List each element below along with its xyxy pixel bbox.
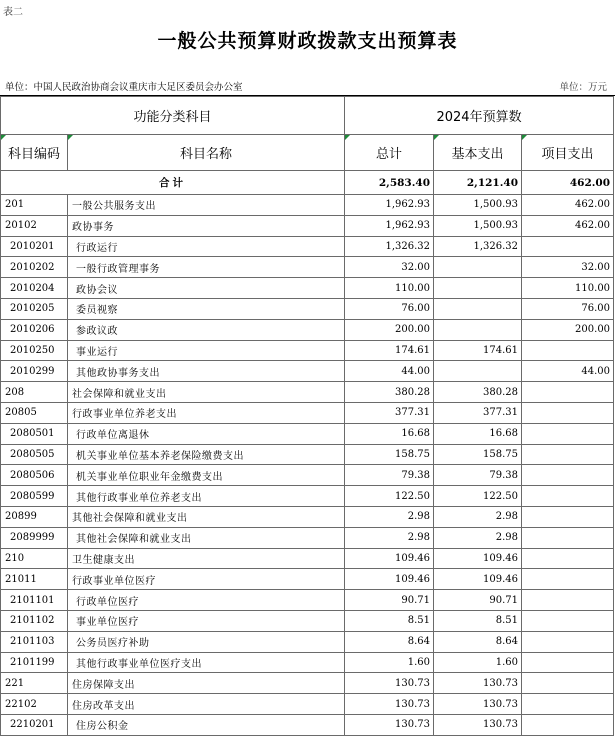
subject-name-cell: 住房公积金 [68, 714, 345, 735]
basic-cell: 130.73 [434, 673, 522, 694]
project-cell [522, 714, 614, 735]
subject-code-cell: 2080506 [1, 465, 68, 486]
project-cell: 32.00 [522, 257, 614, 278]
total-label: 合计 [1, 171, 345, 195]
subject-name-cell: 政协会议 [68, 278, 345, 299]
table-row [1, 402, 614, 423]
total-cell: 1.60 [345, 652, 434, 673]
basic-cell: 8.51 [434, 610, 522, 631]
subject-code-cell: 221 [1, 673, 68, 694]
table-row [1, 215, 614, 236]
subject-name-cell: 一般行政管理事务 [68, 257, 345, 278]
total-cell: 1,962.93 [345, 195, 434, 216]
basic-cell [434, 278, 522, 299]
basic-cell: 122.50 [434, 486, 522, 507]
total-cell: 130.73 [345, 673, 434, 694]
table-row [1, 278, 614, 299]
basic-cell: 109.46 [434, 548, 522, 569]
subject-name-cell: 机关事业单位基本养老保险缴费支出 [68, 444, 345, 465]
total-cell: 377.31 [345, 402, 434, 423]
project-cell: 44.00 [522, 361, 614, 382]
total-cell: 380.28 [345, 382, 434, 403]
total-cell: 158.75 [345, 444, 434, 465]
organization-label: 单位：中国人民政治协商会议重庆市大足区委员会办公室 [5, 82, 243, 93]
subject-name-cell: 住房保障支出 [68, 673, 345, 694]
project-cell: 110.00 [522, 278, 614, 299]
subject-code-cell: 2010250 [1, 340, 68, 361]
basic-cell: 158.75 [434, 444, 522, 465]
total-cell: 2.98 [345, 506, 434, 527]
project-cell [522, 569, 614, 590]
project-cell [522, 423, 614, 444]
basic-cell: 90.71 [434, 590, 522, 611]
subject-name-cell: 事业单位医疗 [68, 610, 345, 631]
subject-code-cell: 22102 [1, 694, 68, 715]
project-cell: 462.00 [522, 195, 614, 216]
column-header-name: 科目名称 [68, 135, 345, 171]
basic-cell [434, 319, 522, 340]
basic-cell: 1,326.32 [434, 236, 522, 257]
subject-name-cell: 住房改革支出 [68, 694, 345, 715]
subject-name-cell: 公务员医疗补助 [68, 631, 345, 652]
table-row [1, 298, 614, 319]
table-row [1, 590, 614, 611]
table-label: 表二 [3, 7, 23, 18]
total-cell: 1,326.32 [345, 236, 434, 257]
subject-code-cell: 2010205 [1, 298, 68, 319]
budget-table [0, 96, 614, 736]
group-header-budget: 2024年预算数 [345, 97, 614, 135]
total-cell: 109.46 [345, 548, 434, 569]
table-row [1, 340, 614, 361]
cell-marker-icon [522, 135, 527, 140]
subject-code-cell: 2010201 [1, 236, 68, 257]
subject-code-cell: 2210201 [1, 714, 68, 735]
table-row [1, 195, 614, 216]
header-row-group [1, 97, 614, 135]
basic-cell: 79.38 [434, 465, 522, 486]
total-cell: 8.51 [345, 610, 434, 631]
table-row [1, 382, 614, 403]
subject-code-cell: 210 [1, 548, 68, 569]
total-cell: 130.73 [345, 694, 434, 715]
subject-name-cell: 行政单位离退休 [68, 423, 345, 444]
cell-marker-icon [1, 135, 6, 140]
total-cell: 174.61 [345, 340, 434, 361]
basic-cell: 2.98 [434, 506, 522, 527]
project-cell [522, 506, 614, 527]
subject-code-cell: 2101101 [1, 590, 68, 611]
subject-name-cell: 事业运行 [68, 340, 345, 361]
subject-code-cell: 2080505 [1, 444, 68, 465]
cell-marker-icon [434, 135, 439, 140]
basic-cell: 8.64 [434, 631, 522, 652]
project-cell [522, 631, 614, 652]
table-row [1, 694, 614, 715]
subject-code-cell: 2010204 [1, 278, 68, 299]
project-cell [522, 673, 614, 694]
basic-cell: 1,500.93 [434, 215, 522, 236]
subject-code-cell: 2080599 [1, 486, 68, 507]
project-cell [522, 465, 614, 486]
table-row [1, 486, 614, 507]
total-cell: 200.00 [345, 319, 434, 340]
table-row [1, 361, 614, 382]
project-cell [522, 340, 614, 361]
project-cell [522, 694, 614, 715]
subject-code-cell: 2010299 [1, 361, 68, 382]
basic-cell: 1.60 [434, 652, 522, 673]
basic-cell: 174.61 [434, 340, 522, 361]
total-cell: 109.46 [345, 569, 434, 590]
table-row [1, 569, 614, 590]
basic-cell: 130.73 [434, 694, 522, 715]
basic-cell [434, 361, 522, 382]
project-cell [522, 444, 614, 465]
subject-code-cell: 21011 [1, 569, 68, 590]
subject-name-cell: 政协事务 [68, 215, 345, 236]
project-cell [522, 548, 614, 569]
table-row [1, 548, 614, 569]
table-row [1, 257, 614, 278]
subject-code-cell: 2101103 [1, 631, 68, 652]
subject-name-cell: 委员视察 [68, 298, 345, 319]
total-cell: 90.71 [345, 590, 434, 611]
table-row [1, 652, 614, 673]
currency-unit-label: 单位：万元 [559, 82, 607, 93]
column-header-basic: 基本支出 [434, 135, 522, 171]
unit-row [0, 78, 615, 96]
project-cell [522, 527, 614, 548]
table-row [1, 631, 614, 652]
basic-cell: 2.98 [434, 527, 522, 548]
subject-name-cell: 行政事业单位养老支出 [68, 402, 345, 423]
project-cell [522, 610, 614, 631]
project-cell: 76.00 [522, 298, 614, 319]
basic-cell: 109.46 [434, 569, 522, 590]
total-cell: 32.00 [345, 257, 434, 278]
subject-name-cell: 行政运行 [68, 236, 345, 257]
table-row [1, 236, 614, 257]
subject-name-cell: 其他政协事务支出 [68, 361, 345, 382]
basic-cell: 377.31 [434, 402, 522, 423]
subject-code-cell: 20102 [1, 215, 68, 236]
project-cell: 462.00 [522, 215, 614, 236]
table-row [1, 465, 614, 486]
project-cell [522, 382, 614, 403]
project-value: 462.00 [522, 171, 614, 195]
basic-cell [434, 298, 522, 319]
total-cell: 1,962.93 [345, 215, 434, 236]
subject-name-cell: 其他社会保障和就业支出 [68, 506, 345, 527]
project-cell [522, 652, 614, 673]
table-row [1, 527, 614, 548]
project-cell [522, 236, 614, 257]
subject-code-cell: 208 [1, 382, 68, 403]
total-cell: 16.68 [345, 423, 434, 444]
subject-name-cell: 其他行政事业单位养老支出 [68, 486, 345, 507]
subject-code-cell: 2010202 [1, 257, 68, 278]
subject-code-cell: 2010206 [1, 319, 68, 340]
total-cell: 79.38 [345, 465, 434, 486]
subject-code-cell: 201 [1, 195, 68, 216]
subject-name-cell: 行政单位医疗 [68, 590, 345, 611]
subject-name-cell: 行政事业单位医疗 [68, 569, 345, 590]
subject-name-cell: 卫生健康支出 [68, 548, 345, 569]
total-cell: 110.00 [345, 278, 434, 299]
subject-code-cell: 2089999 [1, 527, 68, 548]
subject-code-cell: 20805 [1, 402, 68, 423]
total-cell: 76.00 [345, 298, 434, 319]
basic-cell: 130.73 [434, 714, 522, 735]
column-header-code: 科目编码 [1, 135, 68, 171]
project-cell [522, 402, 614, 423]
subject-name-cell: 参政议政 [68, 319, 345, 340]
header-row-columns [1, 135, 614, 171]
basic-cell: 380.28 [434, 382, 522, 403]
table-row [1, 673, 614, 694]
subject-name-cell: 其他社会保障和就业支出 [68, 527, 345, 548]
total-cell: 130.73 [345, 714, 434, 735]
subject-code-cell: 20899 [1, 506, 68, 527]
group-header-function: 功能分类科目 [1, 97, 345, 135]
total-cell: 8.64 [345, 631, 434, 652]
subject-code-cell: 2101199 [1, 652, 68, 673]
basic-cell: 1,500.93 [434, 195, 522, 216]
table-row [1, 714, 614, 735]
subject-name-cell: 其他行政事业单位医疗支出 [68, 652, 345, 673]
column-header-project: 项目支出 [522, 135, 614, 171]
page-title: 一般公共预算财政拨款支出预算表 [157, 30, 458, 52]
cell-marker-icon [68, 135, 73, 140]
table-row [1, 423, 614, 444]
subject-name-cell: 社会保障和就业支出 [68, 382, 345, 403]
basic-cell: 16.68 [434, 423, 522, 444]
subject-code-cell: 2080501 [1, 423, 68, 444]
table-row [1, 610, 614, 631]
project-cell: 200.00 [522, 319, 614, 340]
table-row [1, 506, 614, 527]
cell-marker-icon [345, 135, 350, 140]
total-row [1, 171, 614, 195]
basic-value: 2,121.40 [434, 171, 522, 195]
basic-cell [434, 257, 522, 278]
total-cell: 2.98 [345, 527, 434, 548]
total-cell: 44.00 [345, 361, 434, 382]
table-row [1, 319, 614, 340]
subject-name-cell: 机关事业单位职业年金缴费支出 [68, 465, 345, 486]
project-cell [522, 486, 614, 507]
table-row [1, 444, 614, 465]
total-cell: 122.50 [345, 486, 434, 507]
project-cell [522, 590, 614, 611]
subject-name-cell: 一般公共服务支出 [68, 195, 345, 216]
subject-code-cell: 2101102 [1, 610, 68, 631]
column-header-total: 总计 [345, 135, 434, 171]
total-value: 2,583.40 [345, 171, 434, 195]
